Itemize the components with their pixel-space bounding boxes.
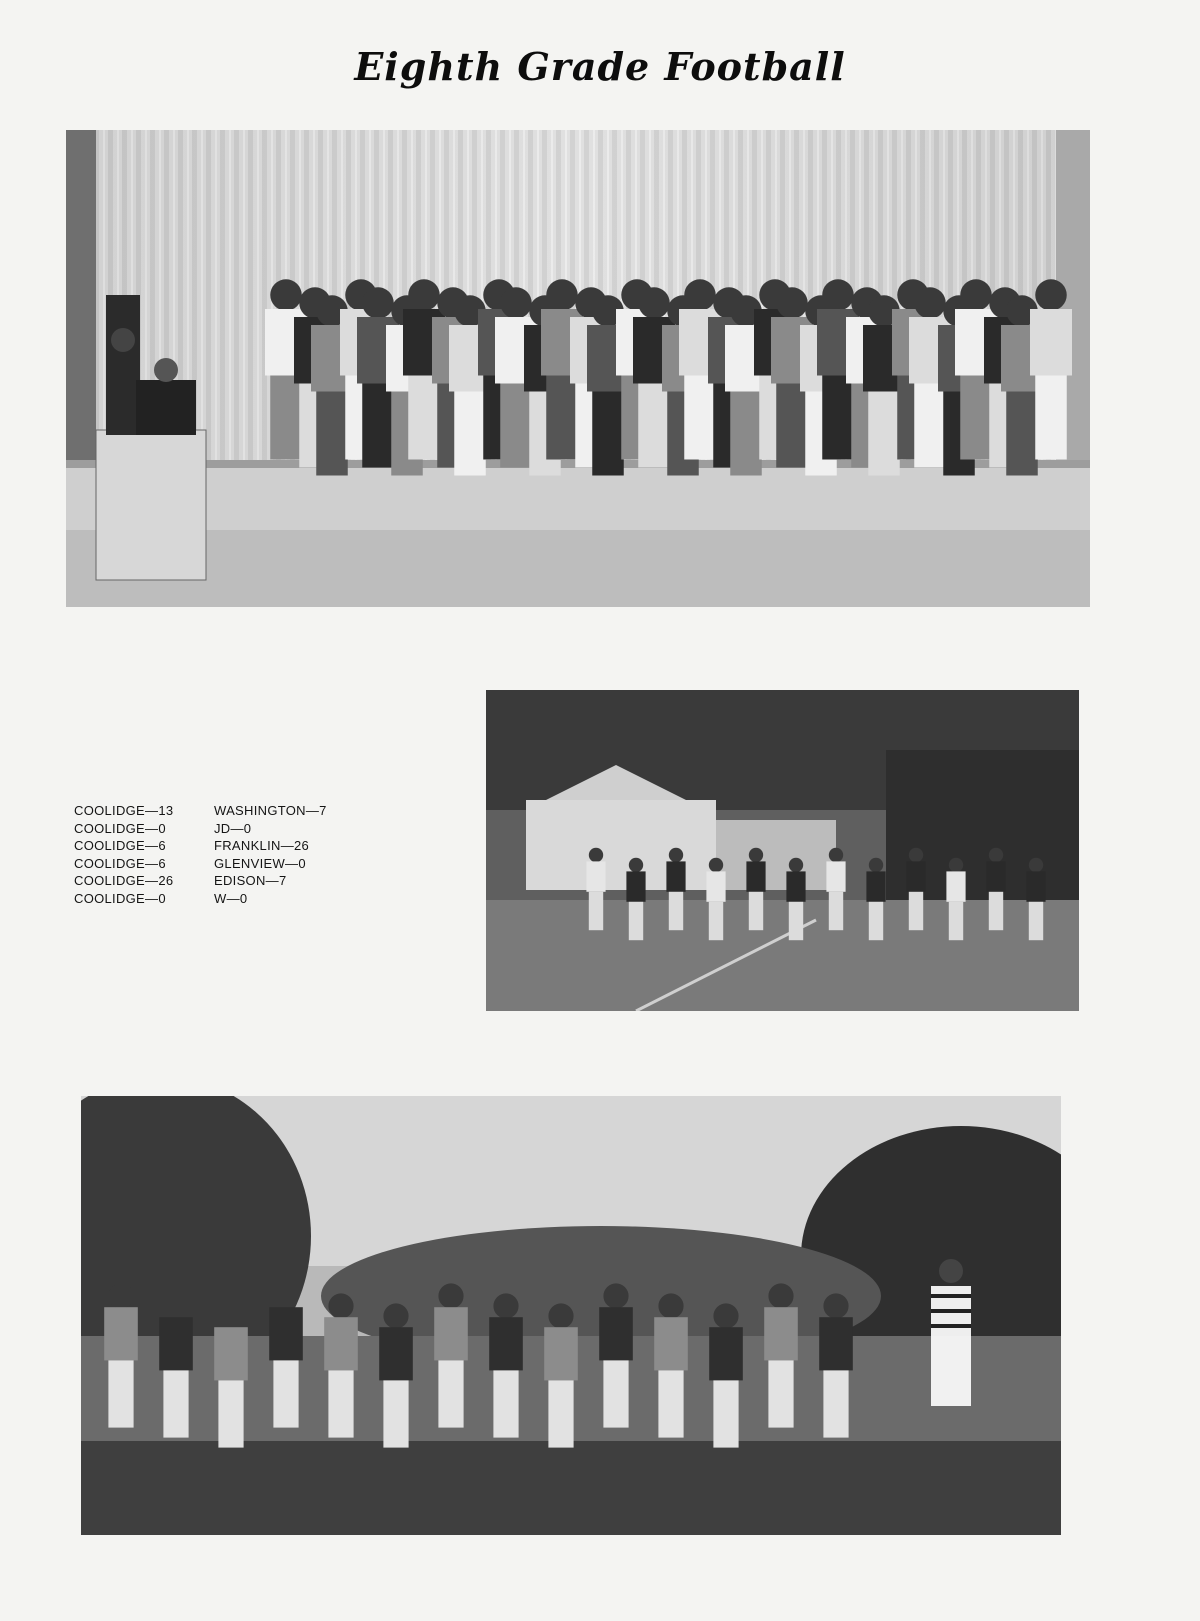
game-midfield-photo bbox=[486, 690, 1079, 1011]
home-score: COOLIDGE—6 bbox=[74, 855, 166, 871]
home-score: COOLIDGE—26 bbox=[74, 873, 174, 888]
score-row bbox=[74, 890, 364, 908]
home-score: COOLIDGE—0 bbox=[74, 890, 166, 906]
score-row bbox=[74, 820, 364, 838]
opponent-score: EDISON—7 bbox=[214, 873, 287, 888]
home-score: COOLIDGE—13 bbox=[74, 803, 174, 818]
opponent-score: WASHINGTON—7 bbox=[214, 803, 327, 818]
opponent-score: JD—0 bbox=[214, 820, 252, 836]
score-row bbox=[74, 837, 364, 855]
opponent-score: FRANKLIN—26 bbox=[214, 838, 310, 853]
opponent-score: GLENVIEW—0 bbox=[214, 855, 306, 871]
page-title: Eighth Grade Football bbox=[354, 44, 846, 89]
game-line-photo bbox=[81, 1096, 1061, 1535]
score-row bbox=[74, 855, 364, 873]
season-scores bbox=[74, 802, 364, 907]
score-row bbox=[74, 802, 364, 820]
team-on-stage-photo bbox=[66, 130, 1090, 607]
opponent-score: W—0 bbox=[214, 890, 248, 906]
home-score: COOLIDGE—0 bbox=[74, 820, 166, 836]
score-row bbox=[74, 872, 364, 890]
home-score: COOLIDGE—6 bbox=[74, 838, 166, 853]
